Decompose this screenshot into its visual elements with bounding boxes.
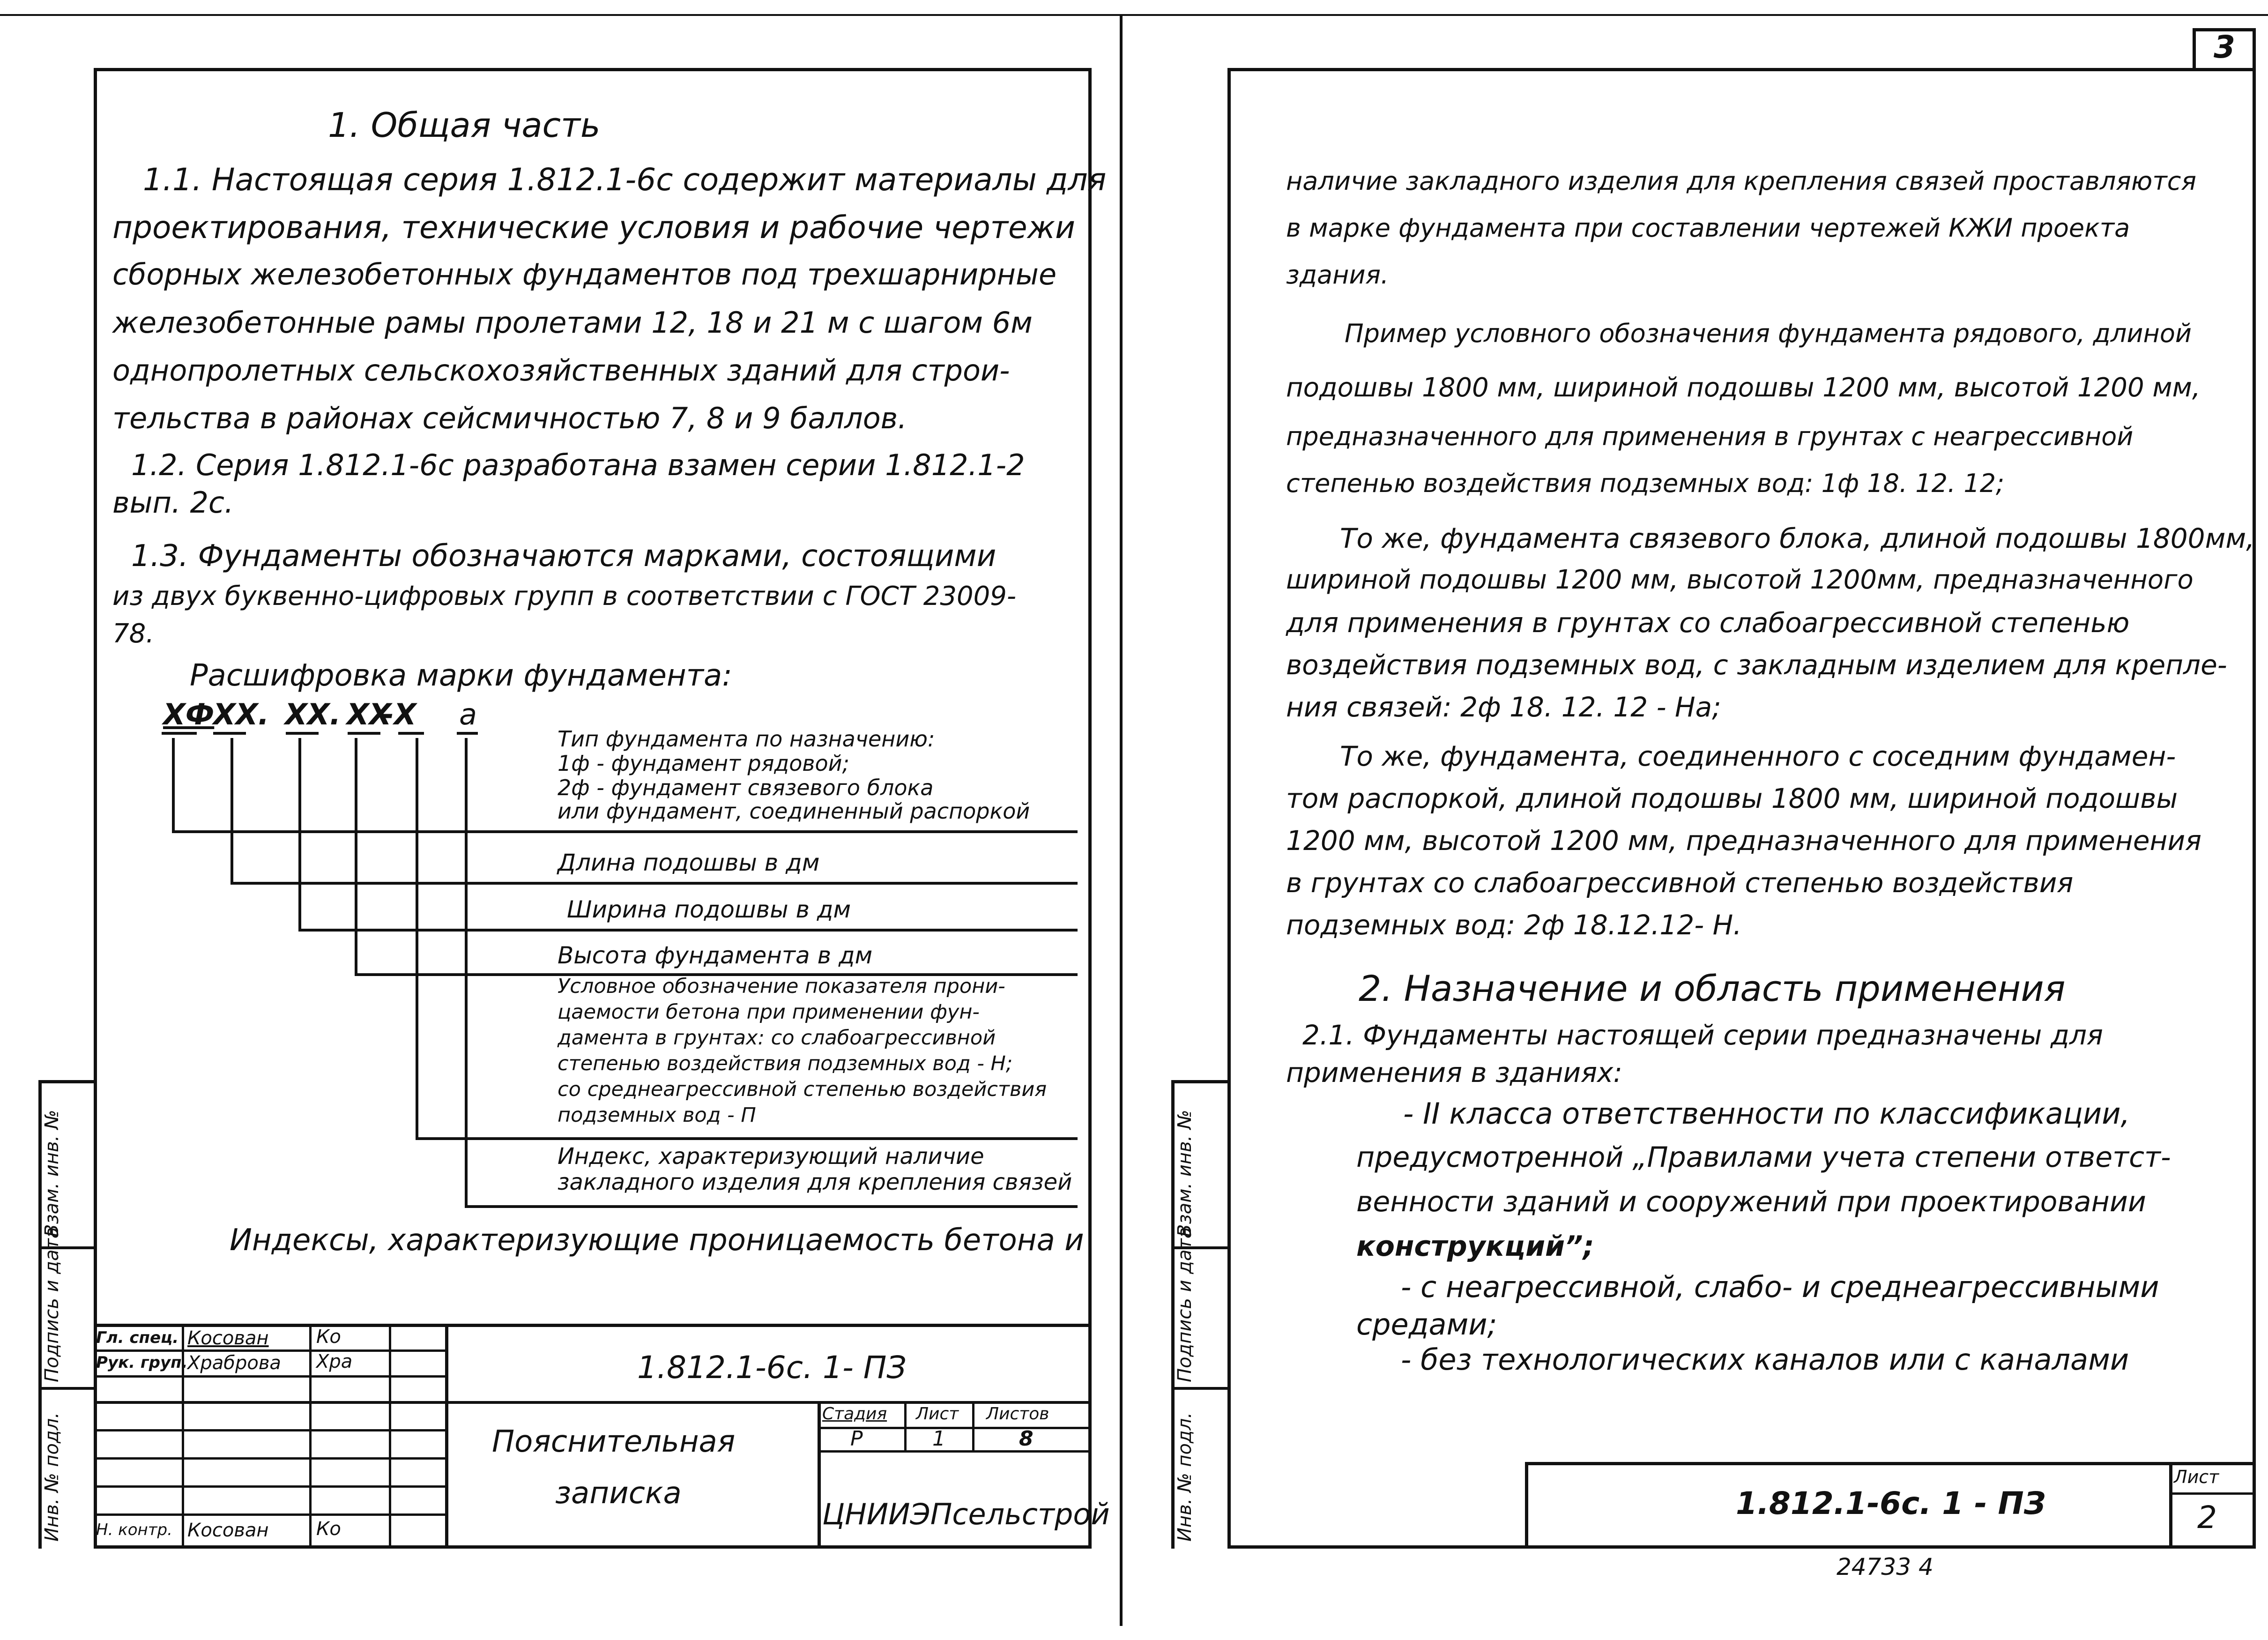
stamp-sheet: 2 <box>2197 1499 2217 1536</box>
trailing-line: Индексы, характеризующие проницаемость бетона и <box>230 1223 1084 1258</box>
tb-sheets-header: Листов <box>986 1404 1049 1424</box>
side-label-signature: Подпись и дата <box>41 1227 63 1382</box>
decode-text: дамента в грунтах: со слабоагрессивной <box>558 1026 996 1050</box>
text-line: железобетонные рамы пролетами 12, 18 и 21 м с шагом 6м <box>112 306 1033 340</box>
list-item: венности зданий и сооружений при проектировании <box>1356 1185 2146 1218</box>
tb-role: Н. контр. <box>96 1521 172 1539</box>
text-line: шириной подошвы 1200 мм, высотой 1200мм, предназначенного <box>1286 565 2194 595</box>
decode-text: Тип фундамента по назначению: <box>558 726 935 752</box>
sheet-number: 3 <box>2214 29 2235 65</box>
text-line: 1.1. Настоящая серия 1.812.1-6с содержит материалы для <box>143 162 1107 198</box>
tb-name: Косован <box>187 1520 269 1541</box>
text-line: подземных вод: 2ф 18.12.12- Н. <box>1286 909 1742 941</box>
decode-text: закладного изделия для крепления связей <box>558 1169 1072 1195</box>
mark-part: ХХ <box>347 697 392 731</box>
decode-item-length: Длина подошвы в дм <box>558 849 820 876</box>
text-line: наличие закладного изделия для крепления связей проставляются <box>1286 166 2196 196</box>
text-line: 1200 мм, высотой 1200 мм, предназначенного для применения <box>1286 825 2202 857</box>
list-item: предусмотренной „Правилами учета степени ответст- <box>1356 1141 2171 1174</box>
page-divider <box>1120 14 1123 1626</box>
text-line: 78. <box>112 619 155 649</box>
text-line: здания. <box>1286 260 1389 290</box>
text-line: 1.3. Фундаменты обозначаются марками, состоящими <box>131 539 996 574</box>
tb-sheet: 1 <box>932 1427 945 1451</box>
decode-text: Индекс, характеризующий наличие <box>558 1143 984 1170</box>
decode-text: подземных вод - П <box>558 1103 756 1127</box>
decode-text: со среднеагрессивной степенью воздействия <box>558 1078 1047 1101</box>
tb-name: Косован <box>187 1327 269 1349</box>
tb-role: Гл. спец. <box>96 1328 179 1347</box>
list-item: - II класса ответственности по классификации, <box>1403 1096 2130 1131</box>
decode-title: Расшифровка марки фундамента: <box>190 658 732 693</box>
text-line: воздействия подземных вод, с закладным изделием для крепле- <box>1286 649 2227 681</box>
list-item: - с неагрессивной, слабо- и среднеагрессивными <box>1401 1270 2159 1304</box>
stamp-sheet-label: Лист <box>2174 1467 2219 1487</box>
mark-part: ХФ <box>163 697 215 731</box>
text-line: из двух буквенно-цифровых групп в соответствии с ГОСТ 23009- <box>112 581 1017 611</box>
list-item: - без технологических каналов или с каналами <box>1401 1342 2129 1377</box>
decode-item-height: Высота фундамента в дм <box>558 942 873 969</box>
text-line: предназначенного для применения в грунтах с неагрессивной <box>1286 422 2134 451</box>
tb-code: 1.812.1-6с. 1- ПЗ <box>637 1349 907 1386</box>
text-line: То же, фундамента, соединенного с соседним фундамен- <box>1340 740 2176 772</box>
mark-part: ХХ. <box>285 697 341 731</box>
tb-org: ЦНИИЭПсельстрой <box>822 1497 1110 1531</box>
tb-role: Рук. груп. <box>96 1353 188 1372</box>
side-label-signature: Подпись и дата <box>1174 1227 1196 1382</box>
text-line: проектирования, технические условия и рабочие чертежи <box>112 209 1075 246</box>
text-line: однопролетных сельскохозяйственных зданий для строи- <box>112 353 1010 388</box>
decode-text: или фундамент, соединенный распоркой <box>558 798 1030 824</box>
section-heading-2: 2. Назначение и область применения <box>1359 968 2066 1009</box>
side-label-replace: Взам. инв. № <box>41 1110 63 1237</box>
text-line: применения в зданиях: <box>1286 1057 1622 1088</box>
text-line: степенью воздействия подземных вод: 1ф 18. 12. 12; <box>1286 469 2005 498</box>
archive-number: 24733 4 <box>1837 1553 1933 1580</box>
text-line: Пример условного обозначения фундамента рядового, длиной <box>1345 319 2192 348</box>
tb-sign: Ко <box>316 1518 341 1540</box>
tb-stage: Р <box>850 1427 863 1451</box>
tb-sign: Ко <box>316 1326 341 1348</box>
top-rule <box>0 14 2268 16</box>
side-label-inventory: Инв. № подл. <box>41 1412 63 1542</box>
decode-item-width: Ширина подошвы в дм <box>567 896 851 923</box>
text-line: тельства в районах сейсмичностью 7, 8 и 9 баллов. <box>112 401 907 435</box>
text-line: вып. 2с. <box>112 485 234 520</box>
tb-sign: Хра <box>316 1351 353 1372</box>
decode-text: цаемости бетона при применении фун- <box>558 1000 980 1024</box>
tb-doc-name: записка <box>555 1476 682 1511</box>
text-line: ния связей: 2ф 18. 12. 12 - На; <box>1286 691 1721 723</box>
side-label-inventory: Инв. № подл. <box>1174 1412 1196 1542</box>
tb-stage-header: Стадия <box>822 1404 887 1424</box>
side-label-replace: Взам. инв. № <box>1174 1110 1196 1237</box>
list-item: средами; <box>1356 1307 1497 1342</box>
tb-name: Храброва <box>187 1352 281 1374</box>
decode-text: степенью воздействия подземных вод - Н; <box>558 1052 1013 1075</box>
text-line: То же, фундамента связевого блока, длиной подошвы 1800мм, <box>1340 522 2255 554</box>
tb-doc-name: Пояснительная <box>492 1424 736 1459</box>
decode-text: Условное обозначение показателя прони- <box>558 975 1005 998</box>
mark-part: -Х <box>382 697 416 731</box>
text-line: для применения в грунтах со слабоагрессивной степенью <box>1286 607 2130 639</box>
text-line: в марке фундамента при составлении чертежей КЖИ проекта <box>1286 213 2130 243</box>
text-line: том распоркой, длиной подошвы 1800 мм, шириной подошвы <box>1286 783 2178 814</box>
tb-sheet-header: Лист <box>916 1404 959 1424</box>
mark-part: ХХ. <box>213 697 269 731</box>
list-item: конструкций”; <box>1356 1230 1594 1263</box>
section-heading: 1. Общая часть <box>328 105 601 145</box>
text-line: 1.2. Серия 1.812.1-6с разработана взамен серии 1.812.1-2 <box>131 448 1025 482</box>
text-line: 2.1. Фундаменты настоящей серии предназначены для <box>1302 1019 2103 1051</box>
decode-text: 2ф - фундамент связевого блока <box>558 775 934 800</box>
tb-sheets: 8 <box>1019 1427 1034 1451</box>
stamp-code: 1.812.1-6с. 1 - ПЗ <box>1736 1485 2046 1521</box>
text-line: в грунтах со слабоагрессивной степенью воздействия <box>1286 867 2074 899</box>
text-line: подошвы 1800 мм, шириной подошвы 1200 мм, высотой 1200 мм, <box>1286 373 2201 403</box>
decode-text: 1ф - фундамент рядовой; <box>558 751 850 776</box>
text-line: сборных железобетонных фундаментов под трехшарнирные <box>112 257 1057 291</box>
mark-part: а <box>459 697 477 731</box>
